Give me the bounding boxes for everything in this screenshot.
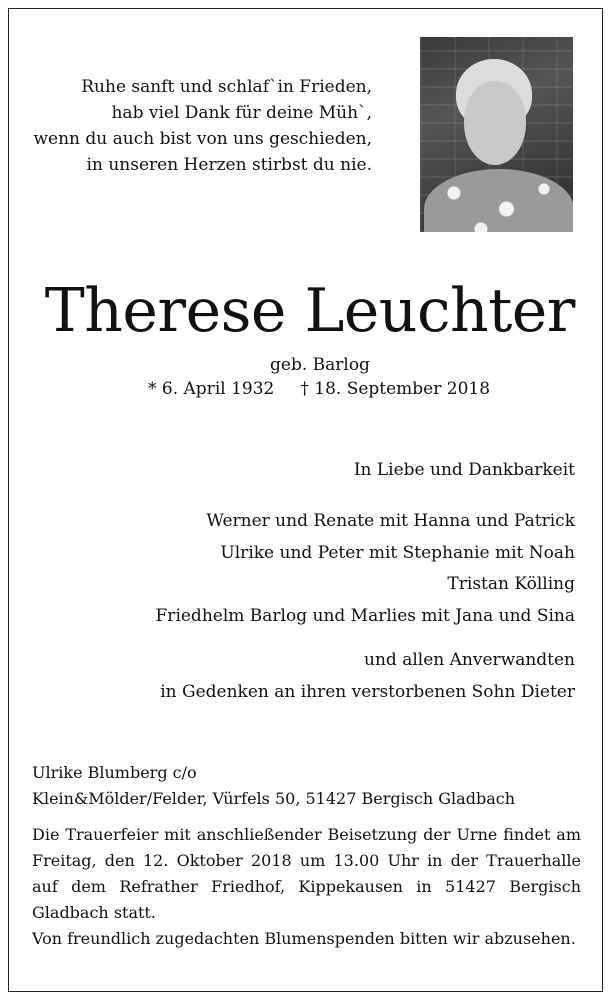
poem-line: wenn du auch bist von uns geschieden, bbox=[33, 129, 372, 149]
notice-paragraph: Die Trauerfeier mit anschließender Beisetzung der Urne findet am Freitag, den 12. Oktober 2018 um 13.00 Uhr in der Trauerhalle auf dem Refrather Friedhof, Kippekausen in 51427 Bergisch Gladbach statt. bbox=[32, 825, 581, 922]
dedication: In Liebe und Dankbarkeit bbox=[353, 460, 575, 480]
relatives-line: in Gedenken an ihren verstorbenen Sohn Dieter bbox=[160, 681, 575, 702]
mourner-line: Werner und Renate mit Hanna und Patrick bbox=[206, 511, 575, 531]
funeral-notice bbox=[32, 822, 581, 952]
portrait-photo bbox=[420, 37, 573, 232]
deceased-name: Therese Leuchter bbox=[44, 276, 575, 346]
birth-name: geb. Barlog bbox=[270, 355, 370, 375]
life-dates bbox=[148, 378, 490, 400]
poem-line: in unseren Herzen stirbst du nie. bbox=[86, 155, 372, 175]
birth-date: * 6. April 1932 bbox=[148, 379, 275, 399]
mourner-line: Ulrike und Peter mit Stephanie mit Noah bbox=[220, 542, 575, 563]
mourners-list bbox=[156, 506, 575, 632]
poem-line: Ruhe sanft und schlaf`in Frieden, bbox=[81, 77, 372, 97]
relatives-note bbox=[160, 645, 575, 708]
contact-line: Ulrike Blumberg c/o bbox=[32, 763, 197, 782]
contact-address bbox=[32, 760, 515, 812]
mourner-line: Tristan Kölling bbox=[447, 574, 575, 594]
photo-face bbox=[464, 81, 526, 165]
relatives-line: und allen Anverwandten bbox=[364, 650, 575, 670]
mourner-line: Friedhelm Barlog und Marlies mit Jana und Sina bbox=[155, 605, 575, 626]
poem-line: hab viel Dank für deine Müh`, bbox=[111, 103, 372, 123]
death-date: † 18. September 2018 bbox=[300, 379, 491, 399]
memorial-poem bbox=[20, 74, 372, 178]
contact-line: Klein&Mölder/Felder, Vürfels 50, 51427 Bergisch Gladbach bbox=[32, 789, 515, 808]
notice-paragraph: Von freundlich zugedachten Blumenspenden bitten wir abzusehen. bbox=[32, 929, 576, 948]
